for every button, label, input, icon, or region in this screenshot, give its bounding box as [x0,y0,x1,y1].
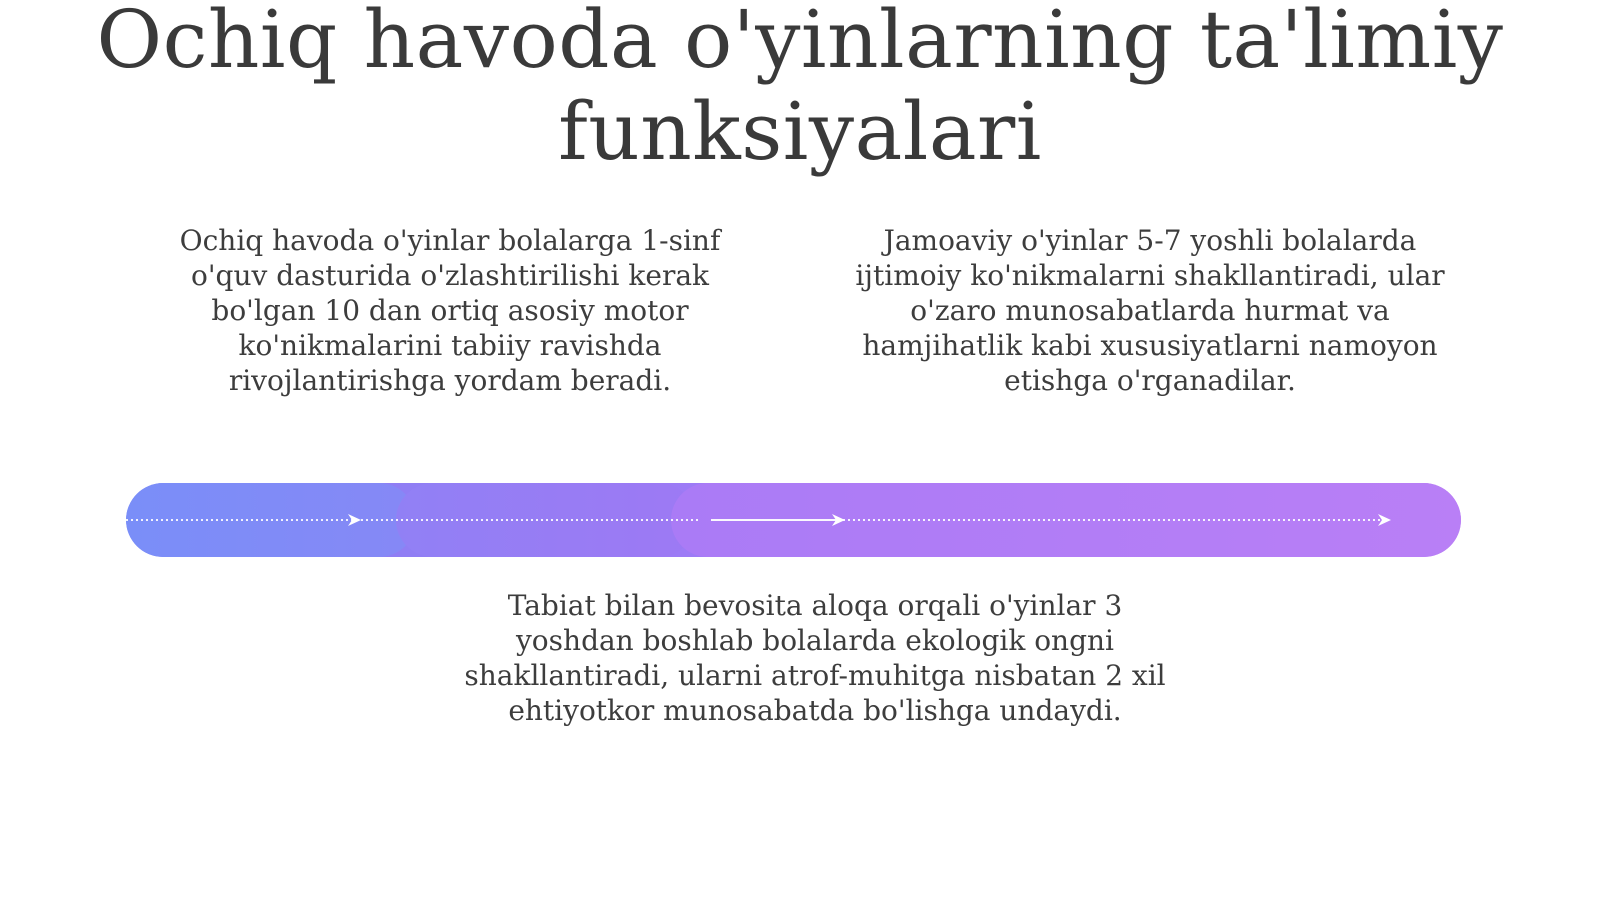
text-block-ecology: Tabiat bilan bevosita aloqa orqali o'yinlar 3 yoshdan boshlab bolalarda ekologik ongni shakllantiradi, ularni atrof-muhitga nisbatan 2 xil ehtiyotkor munosabatda bo'lishga undaydi. [464,589,1166,727]
timeline-track [126,483,1461,557]
timeline-bar [126,483,1461,557]
slide-title: Ochiq havoda o'yinlarning ta'limiy funksiyalari [96,0,1504,178]
chevron-right-icon [348,514,361,526]
text-block-social-skills: Jamoaviy o'yinlar 5-7 yoshli bolalarda ijtimoiy ko'nikmalarni shakllantiradi, ular o'zaro munosabatlarda hurmat va hamjihatlik kabi xususiyatlarni namoyon etishga o'rganadilar. [855,224,1445,397]
text-block-motor-skills: Ochiq havoda o'yinlar bolalarga 1-sinf o'quv dasturida o'zlashtirilishi kerak bo'lgan 10 dan ortiq asosiy motor ko'nikmalarini tabiiy ravishda rivojlantirishga yordam beradi. [179,224,721,397]
